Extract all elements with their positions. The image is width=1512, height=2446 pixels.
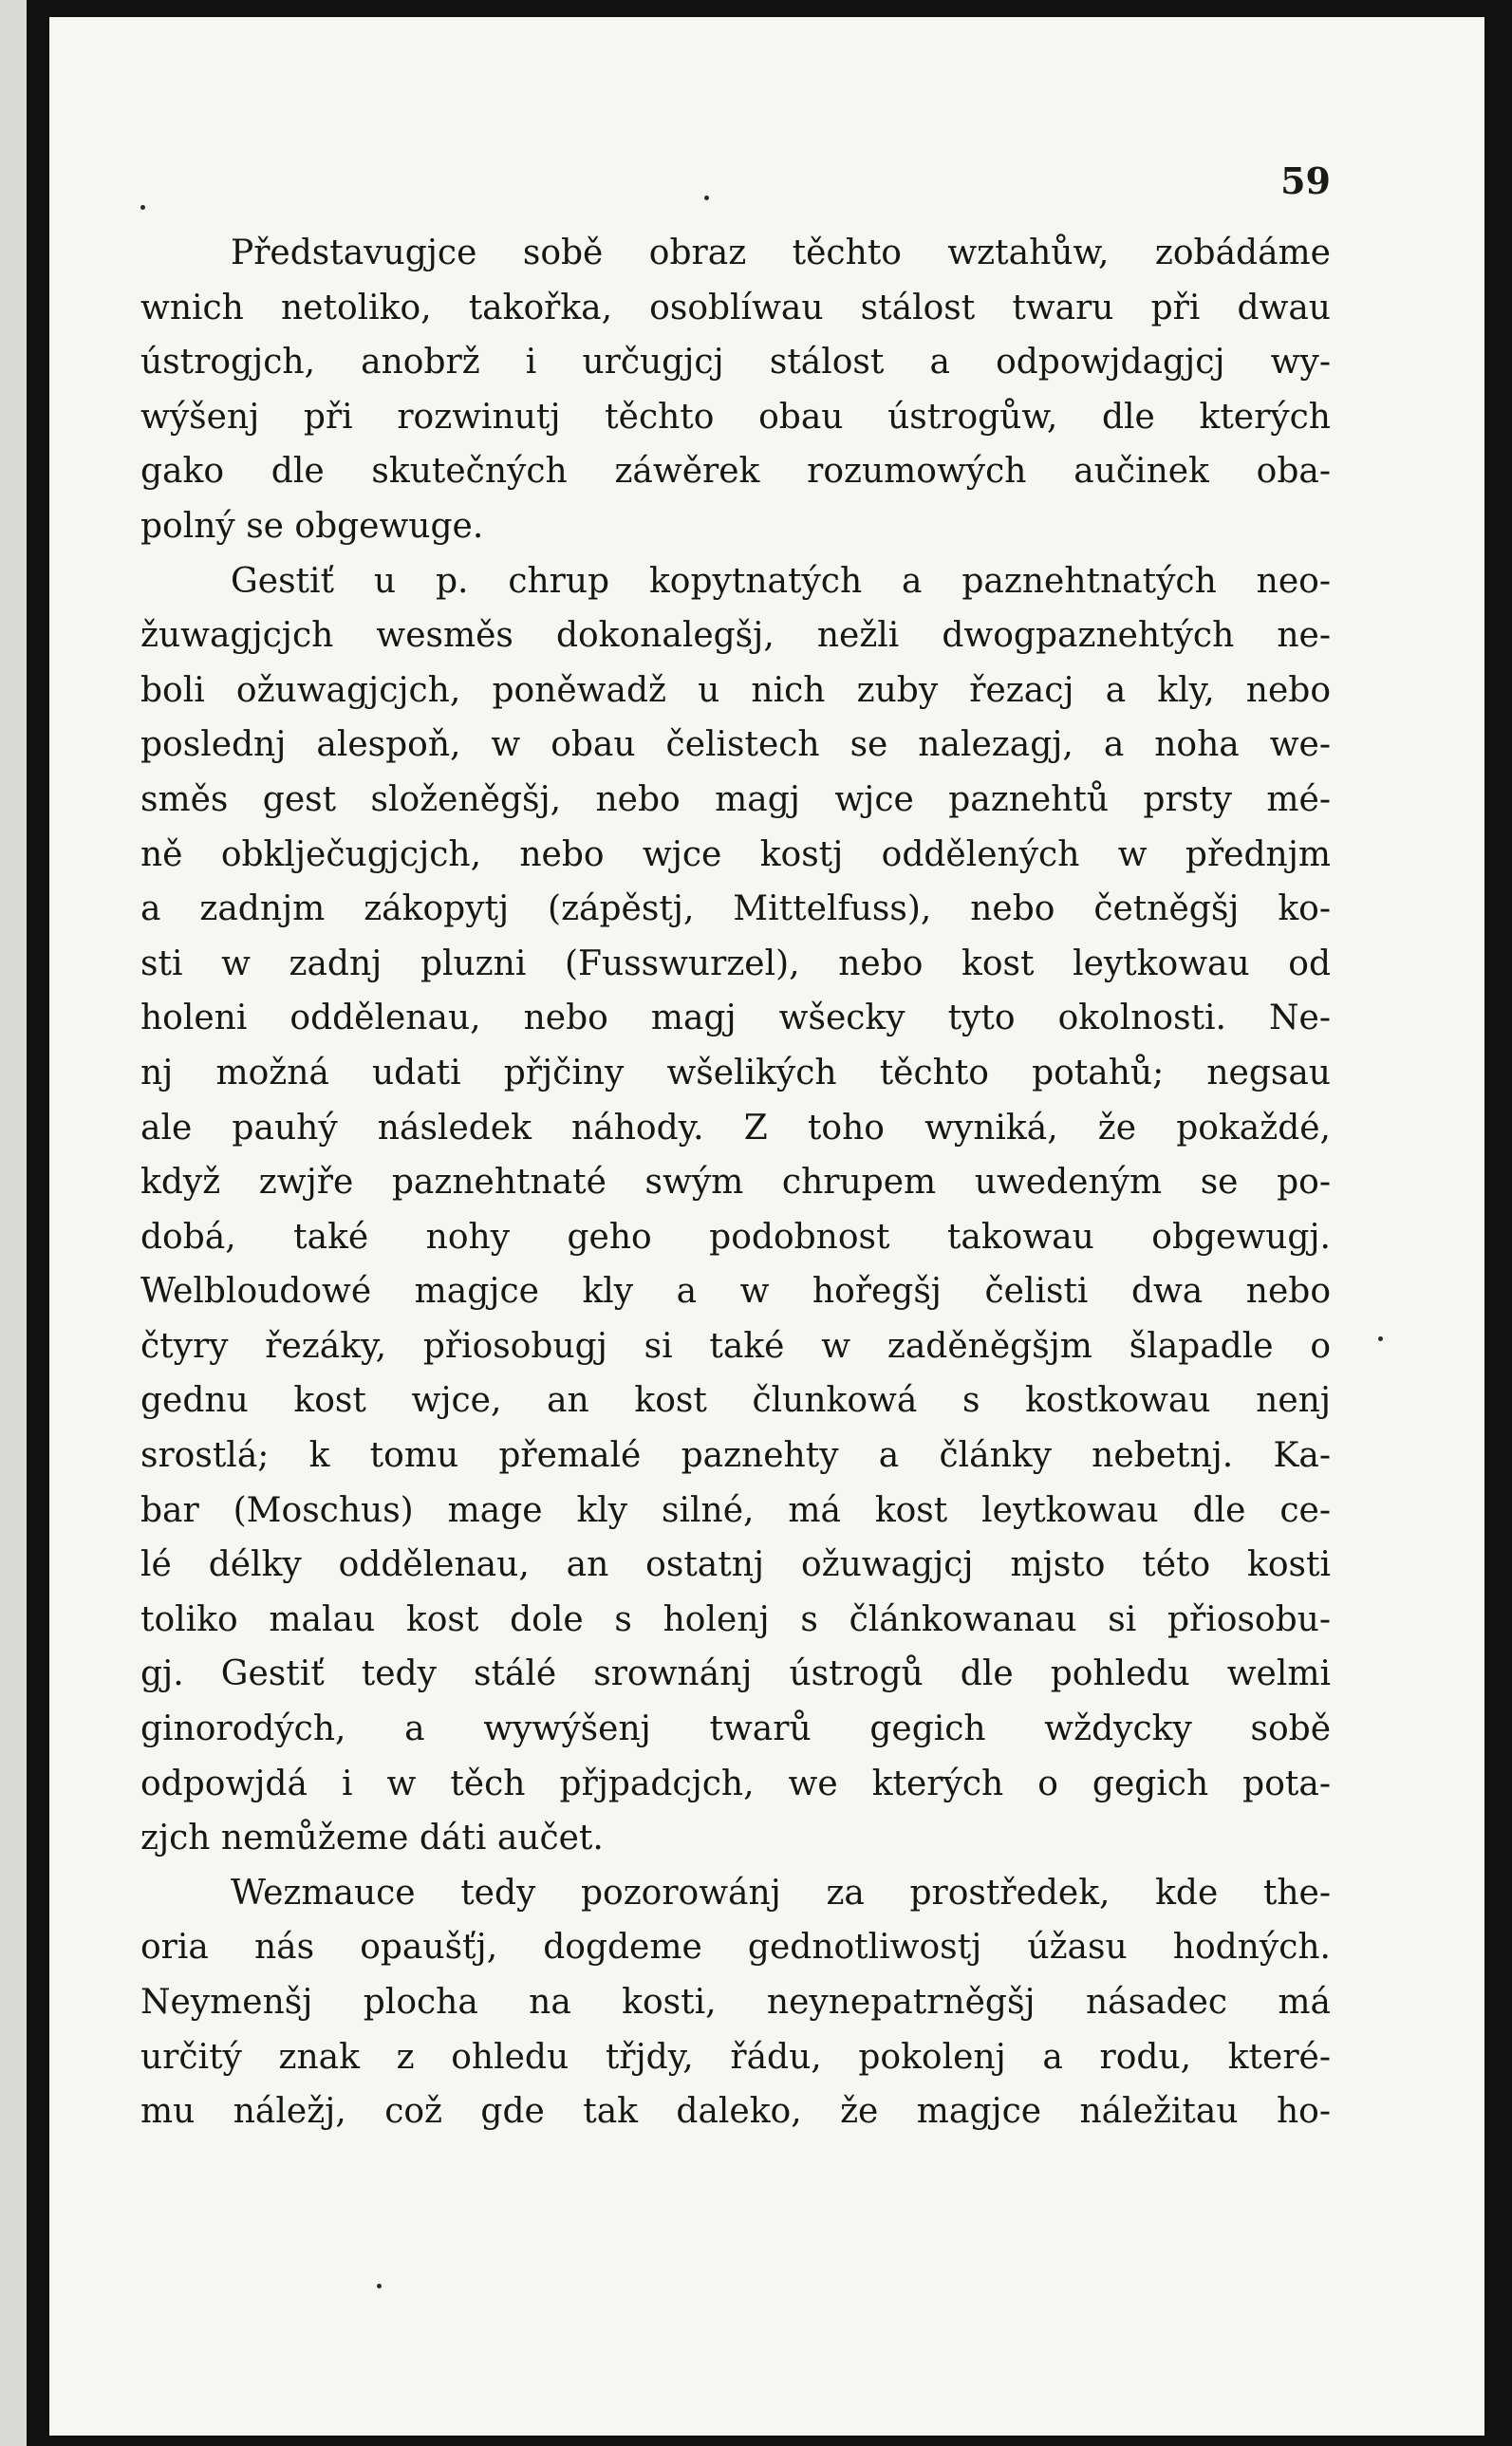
text-line: oria nás opaušťj, dogdeme gednotliwostj úžasu hodných. (140, 1928, 1331, 1968)
text-line: holeni oddělenau, nebo magj wšecky tyto okolnosti. Ne- (140, 999, 1331, 1038)
scan-speck (1378, 1336, 1383, 1341)
text-line: čtyry řezáky, přiosobugj si také w zaděněgšjm šlapadle o (140, 1326, 1331, 1366)
scan-speck (377, 2284, 382, 2288)
text-line: toliko malau kost dole s holenj s článkowanau si přiosobu- (140, 1599, 1331, 1639)
text-line: směs gest složeněgšj, nebo magj wjce paznehtů prsty mé- (140, 779, 1331, 819)
text-line: nj možná udati přjčiny wšelikých těchto potahů; negsau (140, 1053, 1331, 1092)
text-line: ústrogjch, anobrž i určugjcj stálost a odpowjdagjcj wy- (140, 343, 1331, 383)
book-page (49, 17, 1484, 2436)
text-line: gako dle skutečných záwěrek rozumowých aučinek oba- (140, 452, 1331, 492)
text-line: určitý znak z ohledu třjdy, řádu, pokolenj a rodu, které- (140, 2037, 1331, 2077)
text-line: sti w zadnj pluzni (Fusswurzel), nebo kost leytkowau od (140, 943, 1331, 983)
text-line: ale pauhý následek náhody. Z toho wyniká, že pokaždé, (140, 1108, 1331, 1148)
text-line: bar (Moschus) mage kly silné, má kost leytkowau dle ce- (140, 1490, 1331, 1530)
text-line: wnich netoliko, takořka, osoblíwau stálost twaru při dwau (140, 288, 1331, 327)
text-line: polný se obgewuge. (140, 506, 484, 546)
text-line: odpowjdá i w těch přjpadcjch, we kterých o gegich pota- (140, 1764, 1331, 1803)
text-line: srostlá; k tomu přemalé paznehty a články nebetnj. Ka- (140, 1436, 1331, 1476)
text-line: zjch nemůžeme dáti aučet. (140, 1819, 604, 1858)
scan-speck (704, 196, 709, 200)
text-line: lé délky oddělenau, an ostatnj ožuwagjcj mjsto této kosti (140, 1545, 1331, 1585)
text-line: ginorodých, a wywýšenj twarů gegich wždycky sobě (140, 1709, 1331, 1749)
text-line: ně obklječugjcjch, nebo wjce kostj oddělených w přednjm (140, 834, 1331, 874)
text-line: mu náležj, což gde tak daleko, že magjce náležitau ho- (140, 2092, 1331, 2132)
scan-speck (140, 205, 145, 210)
text-line: dobá, také nohy geho podobnost takowau obgewugj. (140, 1217, 1331, 1257)
text-line: a zadnjm zákopytj (zápěstj, Mittelfuss), nebo četněgšj ko- (140, 889, 1331, 929)
text-line: Neymenšj plocha na kosti, neynepatrněgšj násadec má (140, 1983, 1331, 2022)
text-line: Gestiť u p. chrup kopytnatých a paznehtnatých neo- (231, 561, 1331, 601)
adjacent-page-edge (0, 0, 27, 2446)
body-text (140, 226, 1331, 2139)
text-line: poslednj alespoň, w obau čelistech se nalezagj, a noha we- (140, 725, 1331, 765)
text-line: Wezmauce tedy pozorowánj za prostředek, kde the- (231, 1873, 1331, 1913)
text-line: gj. Gestiť tedy stálé srownánj ústrogů dle pohledu welmi (140, 1654, 1331, 1694)
text-line: když zwjře paznehtnaté swým chrupem uwedeným se po- (140, 1163, 1331, 1203)
text-line: žuwagjcjch wesměs dokonalegšj, nežli dwogpaznehtých ne- (140, 616, 1331, 656)
text-line: gednu kost wjce, an kost člunkowá s kostkowau nenj (140, 1381, 1331, 1421)
page-number: 59 (1280, 159, 1331, 202)
text-line: boli ožuwagjcjch, poněwadž u nich zuby řezacj a kly, nebo (140, 670, 1331, 710)
text-line: Představugjce sobě obraz těchto wztahůw, zobádáme (231, 233, 1331, 272)
text-line: wýšenj při rozwinutj těchto obau ústrogůw, dle kterých (140, 397, 1331, 437)
text-line: Welbloudowé magjce kly a w hořegšj čelisti dwa nebo (140, 1272, 1331, 1312)
